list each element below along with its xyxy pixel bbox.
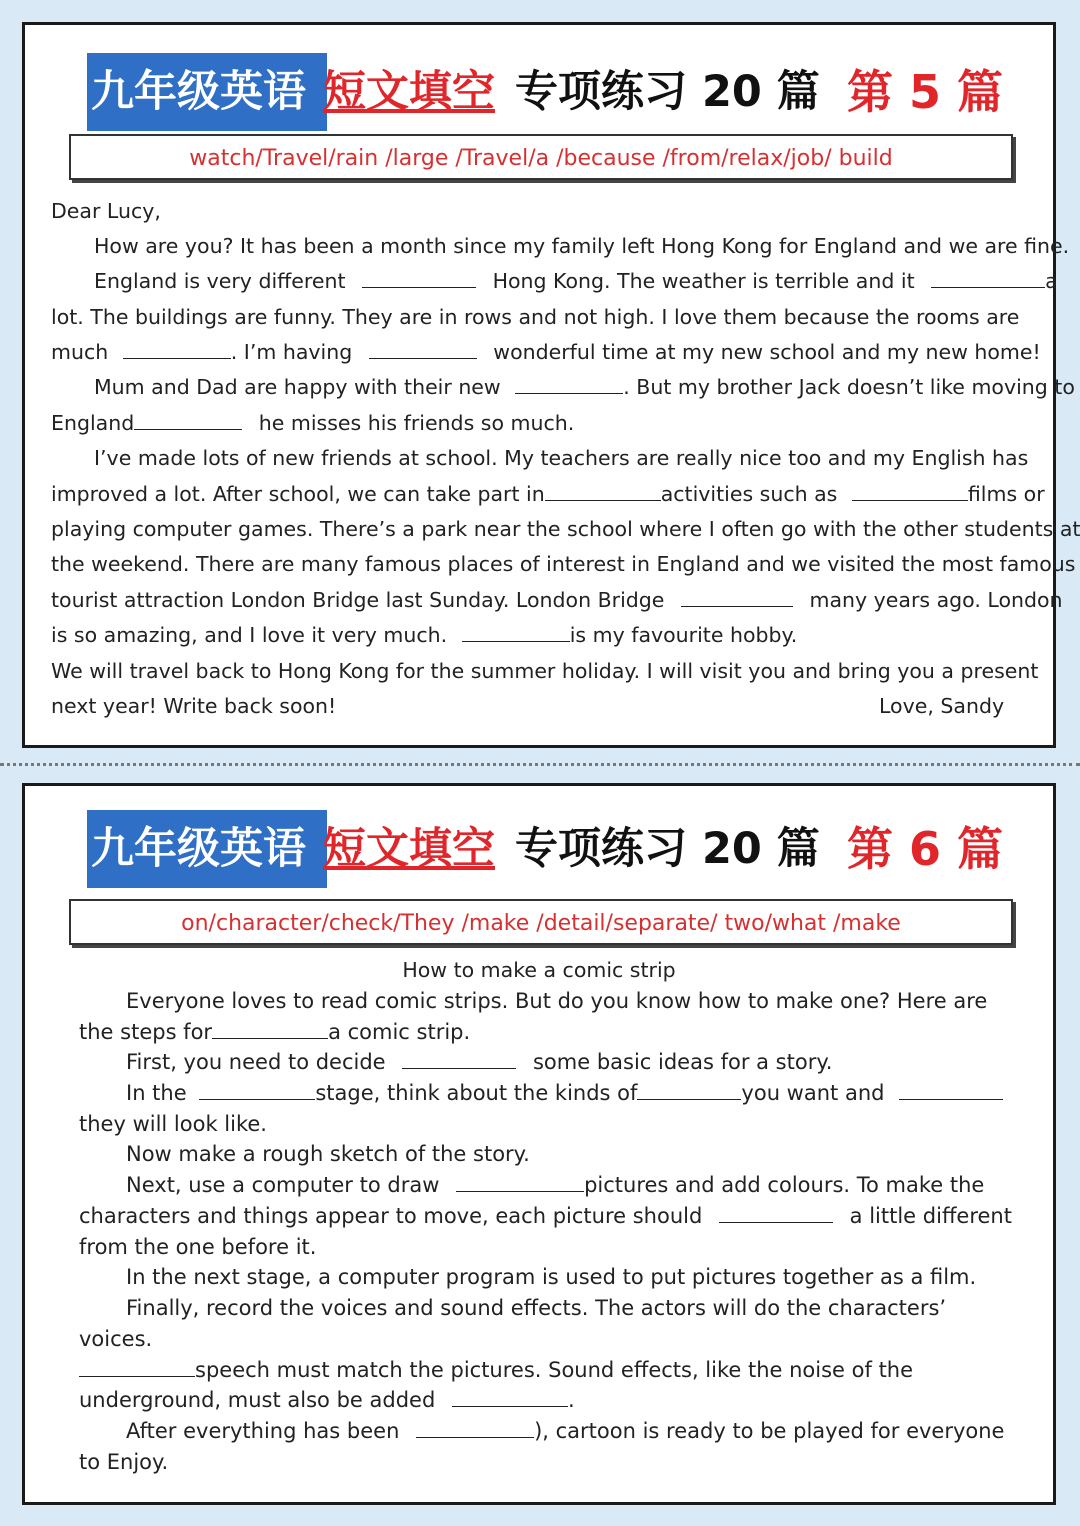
exercise-5-sheet bbox=[22, 22, 1080, 748]
signature: Love, Sandy bbox=[879, 694, 1005, 718]
paragraph-line bbox=[126, 1419, 1004, 1443]
answer-blank[interactable] bbox=[637, 1081, 741, 1100]
answer-blank[interactable] bbox=[515, 375, 623, 394]
text-segment: many years ago. London bbox=[809, 588, 1063, 612]
answer-blank[interactable] bbox=[199, 1081, 315, 1100]
text-segment: First, you need to decide bbox=[126, 1050, 386, 1074]
paragraph-line bbox=[94, 375, 1075, 399]
paragraph-line: next year! Write back soon! bbox=[51, 694, 337, 718]
paragraph-line: lot. The buildings are funny. They are in rows and not high. I love them because the rooms are bbox=[51, 305, 1020, 329]
word-bank: on/character/check/They /make /detail/separate/ two/what /make bbox=[69, 899, 1013, 945]
text-segment: speech must match the pictures. Sound effects, like the noise of the bbox=[195, 1358, 914, 1382]
text-segment: a little different bbox=[849, 1204, 1012, 1228]
paragraph-line: they will look like. bbox=[79, 1112, 267, 1136]
answer-blank[interactable] bbox=[852, 482, 968, 501]
answer-blank[interactable] bbox=[899, 1081, 1003, 1100]
passage-heading: How to make a comic strip bbox=[402, 958, 676, 982]
paragraph-line bbox=[79, 1358, 913, 1382]
title-series-label: 专项练习 20 篇 bbox=[515, 67, 820, 117]
title-topic-label: 短文填空 bbox=[323, 824, 495, 874]
answer-blank[interactable] bbox=[545, 482, 661, 501]
answer-blank[interactable] bbox=[134, 411, 242, 430]
text-segment: activities such as bbox=[660, 482, 838, 506]
paragraph-line bbox=[94, 269, 1058, 293]
title-number: 第 5 篇 bbox=[847, 65, 1004, 119]
paragraph-line bbox=[79, 1204, 1012, 1228]
paragraph-line: In the next stage, a computer program is used to put pictures together as a film. bbox=[126, 1265, 977, 1289]
paragraph-line bbox=[79, 1388, 575, 1412]
answer-blank[interactable] bbox=[212, 1020, 328, 1039]
paragraph-line: Everyone loves to read comic strips. But do you know how to make one? Here are bbox=[126, 989, 988, 1013]
paragraph-line bbox=[126, 1173, 984, 1197]
answer-blank[interactable] bbox=[931, 269, 1045, 288]
answer-blank[interactable] bbox=[681, 588, 793, 607]
paragraph-line bbox=[51, 340, 1041, 364]
paragraph-line: playing computer games. There’s a park near the school where I often go with the other students at bbox=[51, 517, 1080, 541]
text-segment: a bbox=[1045, 269, 1058, 293]
text-segment: much bbox=[51, 340, 109, 364]
text-segment: underground, must also be added bbox=[79, 1388, 436, 1412]
paragraph-line: Finally, record the voices and sound effects. The actors will do the characters’ bbox=[126, 1296, 947, 1320]
text-segment: . bbox=[567, 1388, 575, 1412]
paragraph-line: How are you? It has been a month since my family left Hong Kong for England and we are fine. bbox=[94, 234, 1070, 258]
answer-blank[interactable] bbox=[719, 1204, 833, 1223]
paragraph-line: the weekend. There are many famous places of interest in England and we visited the most famous bbox=[51, 552, 1076, 576]
paragraph-line bbox=[126, 1050, 832, 1074]
text-segment: Next, use a computer to draw bbox=[126, 1173, 440, 1197]
word-bank: watch/Travel/rain /large /Travel/a /because /from/relax/job/ build bbox=[69, 134, 1013, 180]
text-segment: is so amazing, and I love it very much. bbox=[51, 623, 448, 647]
title-series-label: 专项练习 20 篇 bbox=[515, 824, 820, 874]
text-segment: you want and bbox=[741, 1081, 885, 1105]
answer-blank[interactable] bbox=[416, 1419, 534, 1438]
text-segment: Hong Kong. The weather is terrible and it bbox=[492, 269, 915, 293]
text-segment: ), cartoon is ready to be played for everyone bbox=[534, 1419, 1005, 1443]
paragraph-line bbox=[79, 1020, 470, 1044]
answer-blank[interactable] bbox=[452, 1388, 568, 1407]
answer-blank[interactable] bbox=[369, 340, 477, 359]
paragraph-line bbox=[51, 588, 1063, 612]
paragraph-line bbox=[51, 411, 574, 435]
answer-blank[interactable] bbox=[123, 340, 231, 359]
text-segment: films or bbox=[967, 482, 1045, 506]
text-segment: some basic ideas for a story. bbox=[532, 1050, 833, 1074]
text-segment: he misses his friends so much. bbox=[258, 411, 575, 435]
paragraph-line: voices. bbox=[79, 1327, 153, 1351]
text-segment: . But my brother Jack doesn’t like moving to bbox=[623, 375, 1075, 399]
text-segment: improved a lot. After school, we can take part in bbox=[51, 482, 545, 506]
title-number: 第 6 篇 bbox=[847, 822, 1004, 876]
title-grade-label: 九年级英语 bbox=[87, 53, 327, 131]
answer-blank[interactable] bbox=[79, 1358, 195, 1377]
paragraph-line bbox=[51, 482, 1045, 506]
text-segment: . I’m having bbox=[230, 340, 353, 364]
text-segment: England is very different bbox=[94, 269, 346, 293]
answer-blank[interactable] bbox=[362, 269, 476, 288]
text-segment: the steps for bbox=[79, 1020, 213, 1044]
paragraph-line: We will travel back to Hong Kong for the summer holiday. I will visit you and bring you a present bbox=[51, 659, 1039, 683]
text-segment: characters and things appear to move, each picture should bbox=[79, 1204, 703, 1228]
answer-blank[interactable] bbox=[402, 1050, 516, 1069]
text-segment: is my favourite hobby. bbox=[569, 623, 798, 647]
paragraph-line bbox=[51, 623, 797, 647]
text-segment: stage, think about the kinds of bbox=[315, 1081, 638, 1105]
paragraph-line: from the one before it. bbox=[79, 1235, 317, 1259]
text-segment: In the bbox=[126, 1081, 187, 1105]
text-segment: pictures and add colours. To make the bbox=[584, 1173, 985, 1197]
answer-blank[interactable] bbox=[462, 623, 570, 642]
section-divider bbox=[0, 763, 1080, 766]
greeting: Dear Lucy, bbox=[51, 199, 161, 223]
title-grade-label: 九年级英语 bbox=[87, 810, 327, 888]
answer-blank[interactable] bbox=[456, 1173, 584, 1192]
text-segment: Mum and Dad are happy with their new bbox=[94, 375, 501, 399]
paragraph-line: Now make a rough sketch of the story. bbox=[126, 1142, 530, 1166]
paragraph-line: I’ve made lots of new friends at school. My teachers are really nice too and my English has bbox=[94, 446, 1029, 470]
paragraph-line bbox=[126, 1081, 1003, 1105]
text-segment: tourist attraction London Bridge last Sunday. London Bridge bbox=[51, 588, 665, 612]
text-segment: After everything has been bbox=[126, 1419, 400, 1443]
exercise-6-sheet bbox=[22, 783, 1056, 1505]
paragraph-line: to Enjoy. bbox=[79, 1450, 169, 1474]
text-segment: England bbox=[51, 411, 135, 435]
text-segment: wonderful time at my new school and my new home! bbox=[493, 340, 1041, 364]
text-segment: a comic strip. bbox=[328, 1020, 471, 1044]
title-topic-label: 短文填空 bbox=[323, 67, 495, 117]
